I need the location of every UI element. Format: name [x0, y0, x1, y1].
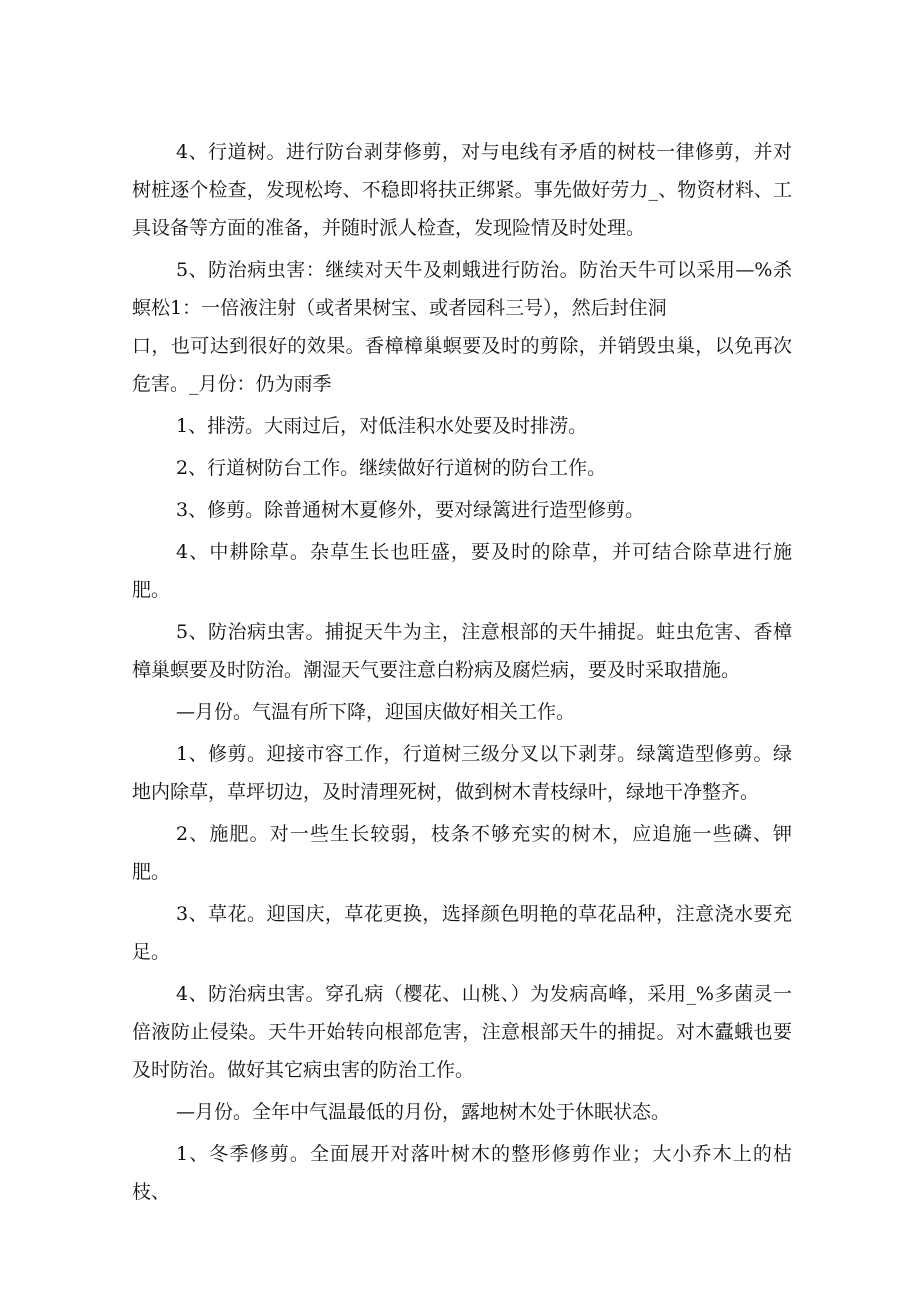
paragraph-pest-control-3: 4、防治病虫害。穿孔病（樱花、山桃、）为发病高峰，采用_%多菌灵一倍液防止侵染。天牛开始转向根部危害，注意根部天牛的捕捉。对木蠹蛾也要及时防治。做好其它病虫害的防治工作。 — [132, 983, 792, 1081]
paragraph-street-trees: 4、行道树。进行防台剥芽修剪，对与电线有矛盾的树枝一律修剪，并对树桩逐个检查，发现松垮、不稳即将扶正绑紧。事先做好劳力_、物资材料、工具设备等方面的准备，并随时派人检查，发现险情及时处理。 — [132, 141, 792, 239]
document-body — [132, 133, 792, 1211]
paragraph-pest-control-2: 5、防治病虫害。捕捉天牛为主，注意根部的天牛捕捉。蛀虫危害、香樟樟巢螟要及时防治。潮湿天气要注意白粉病及腐烂病，要及时采取措施。 — [132, 621, 792, 681]
paragraph-pruning-2: 1、修剪。迎接市容工作，行道树三级分叉以下剥芽。绿篱造型修剪。绿地内除草，草坪切边，及时清理死树，做到树木青枝绿叶，绿地干净整齐。 — [132, 743, 792, 803]
paragraph-winter-pruning: 1、冬季修剪。全面展开对落叶树木的整形修剪作业；大小乔木上的枯枝、 — [132, 1143, 792, 1203]
paragraph-drainage: 1、排涝。大雨过后，对低洼积水处要及时排涝。 — [176, 415, 588, 437]
paragraph-pest-control-1-continued: 口，也可达到很好的效果。香樟樟巢螟要及时的剪除，并销毁虫巢，以免再次危害。_月份：仍为雨季 — [132, 335, 792, 395]
paragraph-typhoon-prevention: 2、行道树防台工作。继续做好行道树的防台工作。 — [176, 457, 607, 479]
paragraph-weeding: 4、中耕除草。杂草生长也旺盛，要及时的除草，并可结合除草进行施肥。 — [132, 541, 792, 601]
paragraph-pruning: 3、修剪。除普通树木夏修外，要对绿篱进行造型修剪。 — [176, 499, 645, 521]
paragraph-flowers: 3、草花。迎国庆，草花更换，选择颜色明艳的草花品种，注意浇水要充足。 — [132, 903, 792, 963]
paragraph-pest-control-1: 5、防治病虫害：继续对天牛及刺蛾进行防治。防治天牛可以采用—%杀螟松1：一倍液注射（或者果树宝、或者园科三号），然后封住洞 — [132, 259, 792, 319]
paragraph-fertilizing: 2、施肥。对一些生长较弱，枝条不够充实的树木，应追施一些磷、钾肥。 — [132, 823, 792, 883]
paragraph-month-national-day: —月份。气温有所下降，迎国庆做好相关工作。 — [176, 701, 576, 723]
paragraph-month-coldest: —月份。全年中气温最低的月份，露地树木处于休眠状态。 — [176, 1101, 671, 1123]
